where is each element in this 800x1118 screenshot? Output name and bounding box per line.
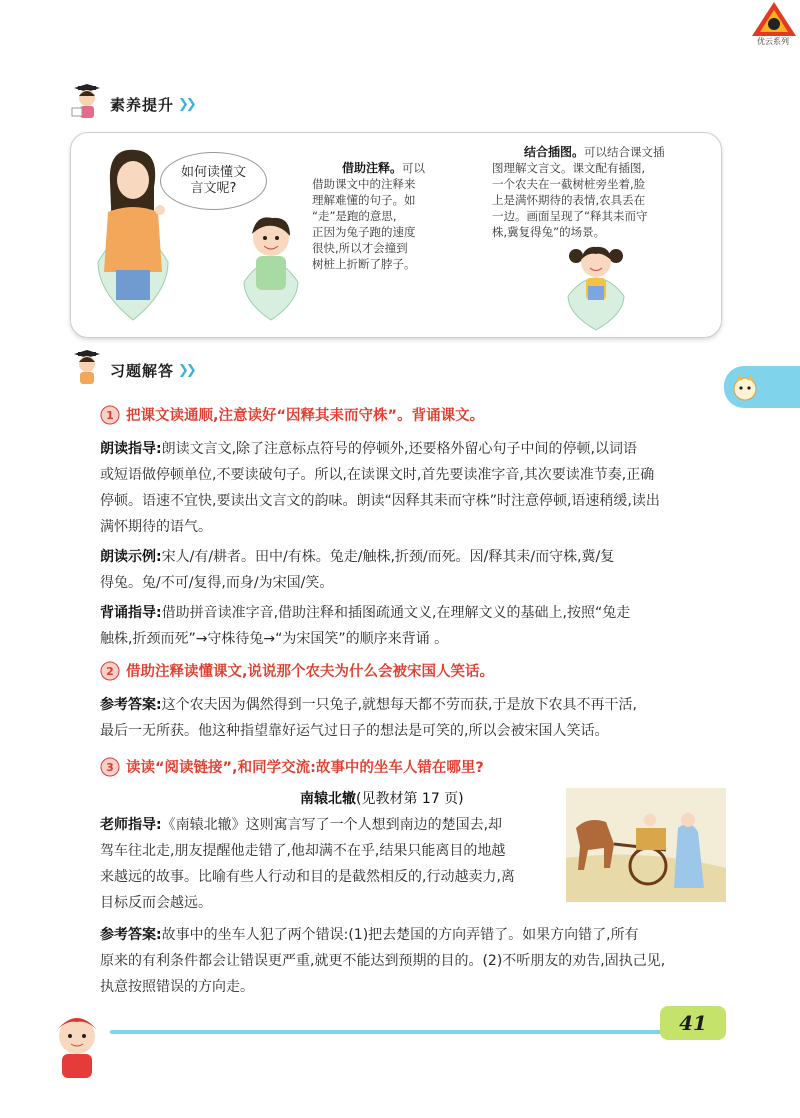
recite-guide: [100, 600, 740, 652]
tip-line: 可以结合课文插: [584, 145, 665, 159]
guide-label: 朗读指导:: [100, 441, 162, 457]
recite-label: 背诵指导:: [100, 605, 162, 621]
story-title: [300, 788, 464, 808]
answer-line: 原来的有利条件都会让错误更严重,就更不能达到预期的目的。(2)不听朋友的劝告,固执己见,: [100, 953, 666, 969]
q2-answer: [100, 692, 740, 744]
boy-illustration: [236, 212, 306, 322]
tip-line: “走”是跑的意思,: [312, 209, 397, 223]
teacher-line: 《南辕北辙》这则寓言写了一个人想到南边的楚国去,却: [161, 817, 503, 833]
footer-rule: [110, 1030, 722, 1034]
example-line: 宋人/有/耕者。田中/有株。兔走/触株,折颈/而死。因/释其耒/而守株,冀/复: [161, 549, 615, 565]
question-text: 借助注释读懂课文,说说那个农夫为什么会被宋国人笑话。: [126, 664, 495, 680]
page-number: 41: [660, 1006, 726, 1040]
student-mascot-icon: [70, 350, 104, 390]
answer-line: 执意按照错误的方向走。: [100, 979, 254, 995]
question-number-1-icon: [100, 405, 120, 425]
teacher-line: 来越远的故事。比喻有些人行动和目的是截然相反的,行动越卖力,离: [100, 869, 515, 885]
guide-line: 朗读文言文,除了注意标点符号的停顿外,还要格外留心句子中间的停顿,以词语: [161, 441, 637, 457]
tip-line: 理解难懂的句子。如: [312, 193, 416, 207]
story-note: (见教材第 17 页): [356, 791, 464, 807]
tip-line: 很快,所以才会撞到: [312, 241, 408, 255]
section-header-exercises: [70, 356, 194, 384]
teacher-guide: [100, 812, 560, 838]
section-title: 习题解答: [110, 361, 175, 380]
svg-text:1: 1: [106, 408, 114, 422]
section-header-literacy: [70, 90, 194, 118]
chariot-illustration: [566, 788, 726, 902]
tip-line: 正因为兔子跑的速度: [312, 225, 416, 239]
answer-line: 故事中的坐车人犯了两个错误:(1)把去楚国的方向弄错了。如果方向错了,所有: [161, 927, 639, 943]
tip-line: 树桩上折断了脖子。: [312, 257, 416, 271]
guide-line: 停顿。语速不宜快,要读出文言文的韵味。朗读“因释其耒而守株”时注意停顿,语速稍缓,读出: [100, 493, 660, 509]
answer-label: 参考答案:: [100, 927, 162, 943]
tip-heading: 借助注释。: [342, 161, 403, 175]
example-label: 朗读示例:: [100, 549, 162, 565]
tip-annotation-text: [312, 160, 464, 272]
section-title: 素养提升: [110, 95, 175, 114]
tip-heading: 结合插图。: [524, 145, 585, 159]
mascot-doll-icon: [40, 1010, 114, 1080]
tip-line: 上是满怀期待的表情,农具丢在: [492, 193, 646, 207]
guide-line: 或短语做停顿单位,不要读破句子。所以,在读课文时,首先要读准字音,其次要读准节奏,正确: [100, 467, 655, 483]
teacher-line: 目标反而会越远。: [100, 895, 212, 911]
svg-text:3: 3: [106, 760, 114, 774]
rabbit-head-icon: [730, 372, 760, 402]
question-text: 把课文读通顺,注意读好“因释其耒而守株”。背诵课文。: [126, 408, 485, 424]
svg-text:2: 2: [106, 664, 114, 678]
recite-line: 借助拼音读准字音,借助注释和插图疏通文义,在理解文义的基础上,按照“兔走: [161, 605, 631, 621]
answer-label: 参考答案:: [100, 697, 162, 713]
story-name: 南辕北辙: [300, 791, 356, 807]
answer-line: 这个农夫因为偶然得到一只兔子,就想每天都不劳而获,于是放下农具不再干活,: [161, 697, 637, 713]
side-tab: [724, 366, 800, 408]
bubble-line: 如何读懂文: [180, 165, 246, 180]
guide-line: 满怀期待的语气。: [100, 519, 212, 535]
speech-bubble: [160, 152, 267, 210]
reading-guide: [100, 436, 740, 540]
example-line: 得兔。兔/不可/复得,而身/为宋国/笑。: [100, 575, 334, 591]
girl-illustration: [560, 240, 632, 332]
teacher-line: 驾车往北走,朋友提醒他走错了,他却满不在乎,结果只能离目的地越: [100, 843, 506, 859]
question-number-3-icon: [100, 757, 120, 777]
chevron-right-icon: ❯❯: [178, 362, 194, 378]
question-2: [100, 660, 494, 681]
tip-line: 一个农夫在一截树桩旁坐着,脸: [492, 177, 646, 191]
bubble-line: 言文呢?: [190, 181, 237, 196]
question-3: [100, 756, 484, 777]
q3-answer: [100, 922, 740, 1000]
student-mascot-icon: [70, 84, 104, 124]
logo-caption: 优云系列: [757, 37, 789, 46]
chevron-right-icon: ❯❯: [178, 96, 194, 112]
tip-line: 图理解文言文。课文配有插图,: [492, 161, 646, 175]
question-number-2-icon: [100, 661, 120, 681]
question-text: 读读“阅读链接”,和同学交流:故事中的坐车人错在哪里?: [126, 760, 484, 776]
tip-illustration-text: [492, 144, 714, 240]
tip-line: 借助课文中的注释来: [312, 177, 416, 191]
reading-example: [100, 544, 740, 596]
answer-line: 最后一无所获。他这种指望靠好运气过日子的想法是可笑的,所以会被宋国人笑话。: [100, 723, 609, 739]
question-1: [100, 404, 484, 425]
tip-line: 株,冀复得兔”的场景。: [492, 225, 606, 239]
tip-line: 一边。画面呈现了“释其耒而守: [492, 209, 648, 223]
teacher-label: 老师指导:: [100, 817, 162, 833]
teacher-guide-cont: [100, 838, 560, 916]
tip-line: 可以: [402, 161, 426, 175]
recite-line: 触株,折颈而死”→守株待兔→“为宋国笑”的顺序来背诵 。: [100, 631, 449, 647]
